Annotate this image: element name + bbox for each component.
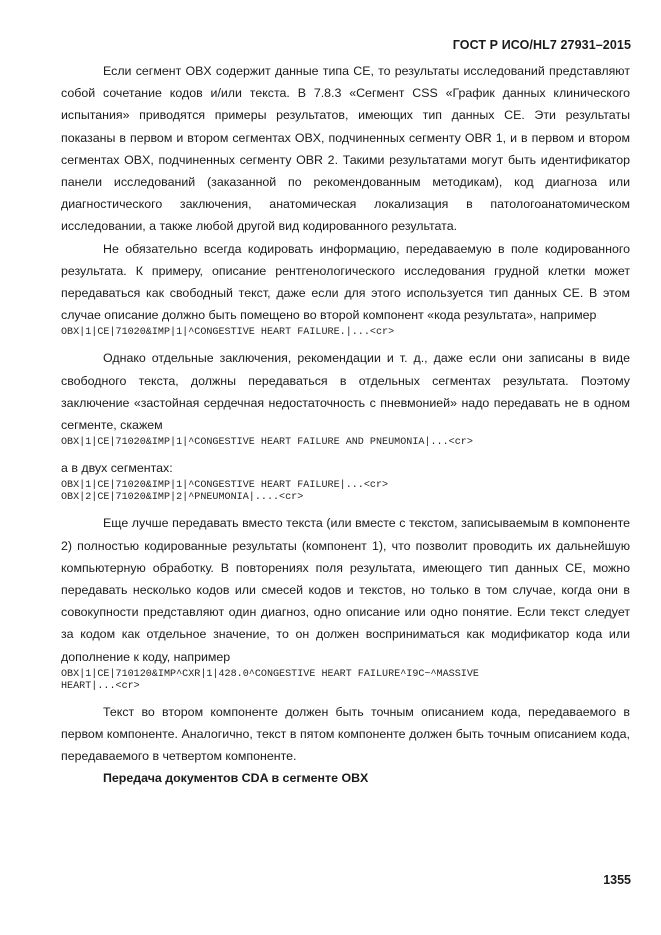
page-number: 1355	[603, 873, 631, 887]
paragraph-coded-results: Еще лучше передавать вместо текста (или вместе с текстом, записываемым в компоненте 2) полностью кодированные результаты (компонент 1), что позволит проводить их дальнейшую компьютерную обработку. В повторениях поля результата, имеющего тип данных CE, можно передавать несколько кодов или смесей кодов и текстов, но только в том случае, когда они в совокупности представляют один диагноз, одно описание или одно понятие. Если текст следует за кодом как отдельное значение, то он должен восприниматься как модификатор кода или дополнение к коду, например	[61, 516, 630, 664]
code-example-two-segments: OBX|1|CE|71020&IMP|1|^CONGESTIVE HEART FAILURE|...<cr> OBX|2|CE|71020&IMP|2|^PNEUMONIA|....<cr>	[61, 480, 389, 504]
code-example-combined: OBX|1|CE|71020&IMP|1|^CONGESTIVE HEART FAILURE AND PNEUMONIA|...<cr>	[61, 437, 473, 449]
standard-header: ГОСТ Р ИСО/HL7 27931–2015	[452, 38, 631, 52]
paragraph-component-text: Текст во втором компоненте должен быть точным описанием кода, передаваемого в первом компоненте. Аналогично, текст в пятом компоненте должен быть точным описанием кода, передаваемого в четвертом компоненте.	[61, 704, 630, 764]
code-example-single-text: OBX|1|CE|71020&IMP|1|^CONGESTIVE HEART FAILURE.|...<cr>	[61, 327, 395, 339]
paragraph-separate-segments: Однако отдельные заключения, рекомендации и т. д., даже если они записаны в виде свободного текста, должны передаваться в отдельных сегментах результата. Поэтому заключение «застойная сердечная недостаточность с пневмонией» надо передавать не в одном сегменте, скажем	[61, 351, 630, 433]
paragraph-two-segments: а в двух сегментах:	[61, 461, 173, 476]
document-body	[61, 60, 630, 790]
paragraph-free-text: Не обязательно всегда кодировать информацию, передаваемую в поле кодированного результата. К примеру, описание рентгенологического исследования грудной клетки может передаваться как свободный текст, даже если для этого используется тип данных CE. В этом случае описание должно быть помещено во второй компонент «кода результата», например	[61, 241, 630, 323]
paragraph-obx-ce-results: Если сегмент OBX содержит данные типа CE, то результаты исследований представляют собой сочетание кодов и/или текста. В 7.8.3 «Сегмент CSS «График данных клинического испытания» приводятся примеры результатов, имеющих тип данных CE. Эти результаты показаны в первом и втором сегментах OBX, подчиненных сегменту OBR 1, и в первом и втором сегментах OBX, подчиненных сегменту OBR 2. Такими результатами могут быть идентификатор панели исследований (заказанной по рекомендованным методикам), код диагноза или диагностического заключения, анатомическая локализация в патологоанатомическом исследовании, а также любой другой вид кодированного результата.	[61, 64, 630, 234]
section-heading-cda: Передача документов CDA в сегменте OBX	[103, 771, 369, 786]
code-example-modifier: OBX|1|CE|710120&IMP^CXR|1|428.0^CONGESTIVE HEART FAILURE^I9C~^MASSIVE HEART|...<cr>	[61, 668, 479, 692]
